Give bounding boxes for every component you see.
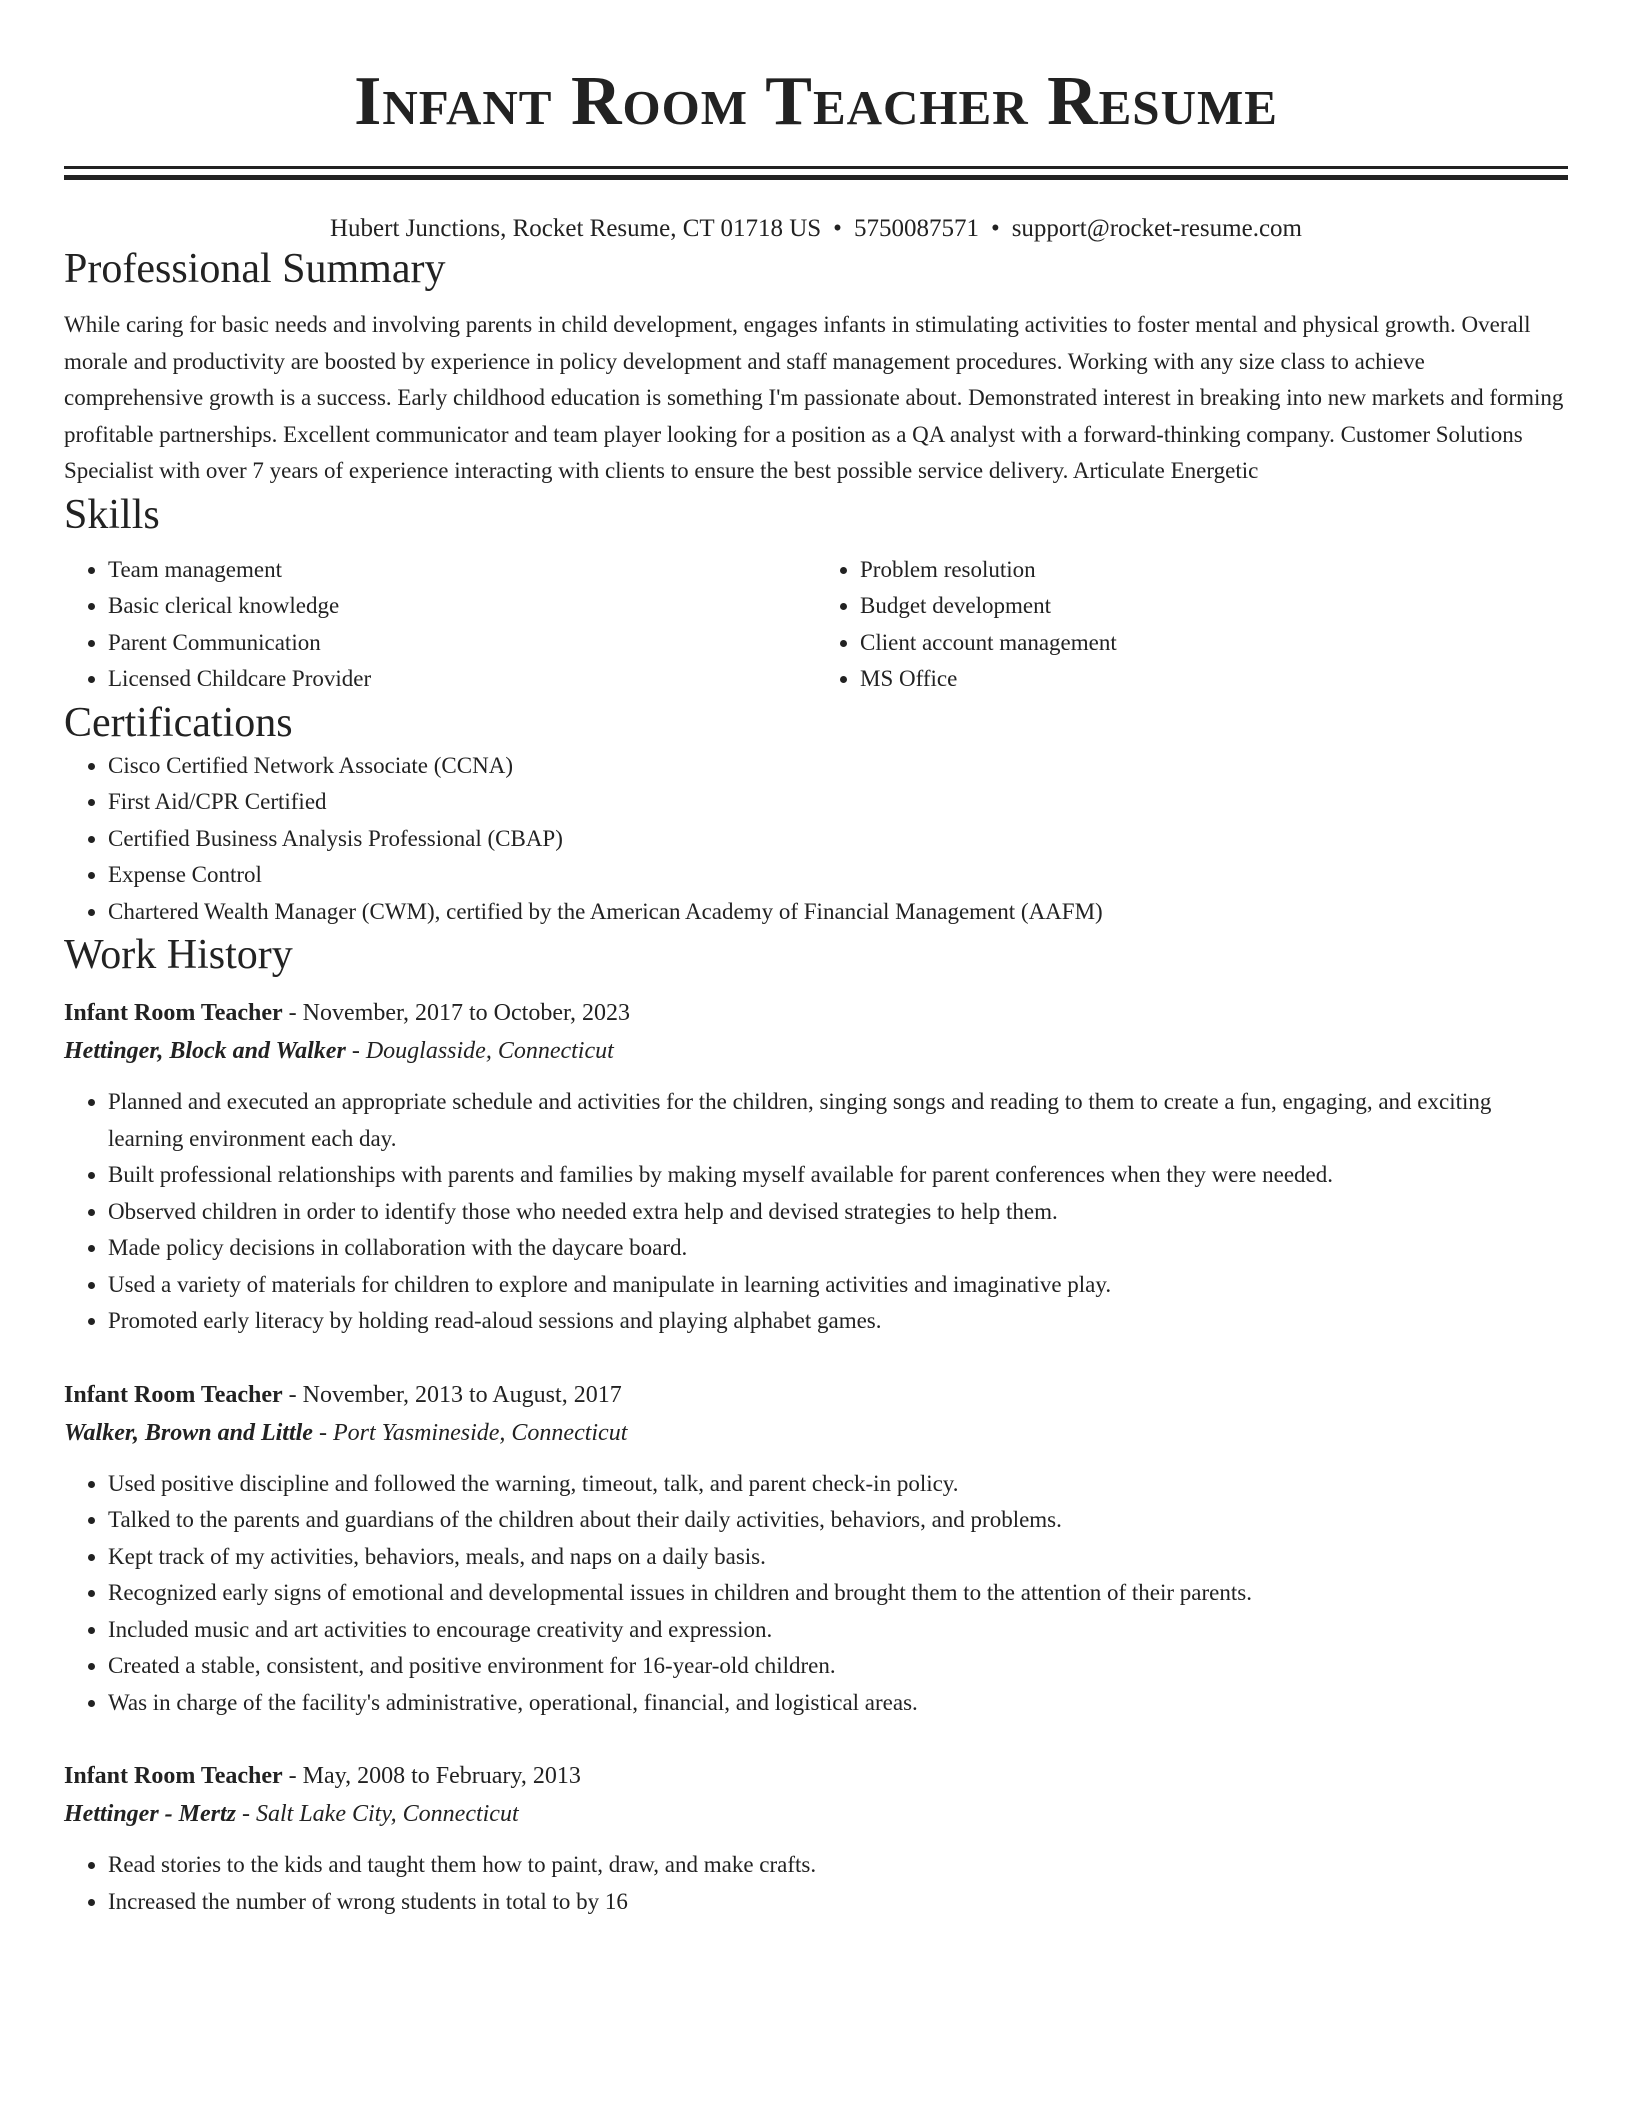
job-duty-item: • Read stories to the kids and taught them how to paint, draw, and make crafts. (108, 1847, 1568, 1884)
job-dash: - (236, 1801, 256, 1827)
certification-item: • Expense Control (108, 857, 1568, 894)
resume-page (64, 0, 1568, 1920)
job-company: Hettinger, Block and Walker (64, 1038, 346, 1064)
job-duty-item: • Included music and art activities to encourage creativity and expression. (108, 1612, 1568, 1649)
job-duty-item: • Planned and executed an appropriate schedule and activities for the children, singing songs and reading to them to create a fun, engaging, and exciting learning environment each day. (108, 1084, 1568, 1157)
job-duty-item: • Was in charge of the facility's administrative, operational, financial, and logistical areas. (108, 1685, 1568, 1722)
skill-item: • Client account management (860, 625, 1568, 662)
skill-item: • Problem resolution (860, 552, 1568, 589)
job-dates: November, 2013 to August, 2017 (302, 1381, 622, 1408)
job-dash: - (282, 1000, 303, 1026)
certification-item: • Certified Business Analysis Professional (CBAP) (108, 821, 1568, 858)
job-title: Infant Room Teacher (64, 1000, 283, 1026)
job-company-line (64, 1032, 1568, 1070)
job-entry (64, 1757, 1568, 1920)
certification-item: • Cisco Certified Network Associate (CCNA) (108, 748, 1568, 785)
job-duty-item: • Promoted early literacy by holding read-aloud sessions and playing alphabet games. (108, 1303, 1568, 1340)
job-dash: - (312, 1419, 333, 1446)
certification-item: • Chartered Wealth Manager (CWM), certified by the American Academy of Financial Management (AAFM) (108, 894, 1568, 931)
job-location: Douglasside, Connecticut (365, 1038, 614, 1064)
certification-item: • First Aid/CPR Certified (108, 784, 1568, 821)
contact-email: support@rocket-resume.com (1011, 215, 1302, 242)
job-dates: May, 2008 to February, 2013 (302, 1763, 581, 1789)
job-title-line (64, 1376, 1568, 1414)
contact-separator: • (990, 215, 1000, 242)
job-duty-item: • Recognized early signs of emotional and developmental issues in children and brought them to the attention of their parents. (108, 1575, 1568, 1612)
job-duty-item: • Created a stable, consistent, and positive environment for 16-year-old children. (108, 1648, 1568, 1685)
job-duty-item: • Talked to the parents and guardians of the children about their daily activities, behaviors, and problems. (108, 1502, 1568, 1539)
title-divider-top (64, 166, 1568, 169)
job-company-line (64, 1414, 1568, 1452)
certifications-list (64, 748, 1568, 931)
certifications-heading: Certifications (64, 699, 293, 746)
job-dash: - (282, 1381, 303, 1408)
job-duty-item: • Made policy decisions in collaboration with the daycare board. (108, 1230, 1568, 1267)
summary-text: While caring for basic needs and involving parents in child development, engages infants in stimulating activities to foster mental and physical growth. Overall morale and productivity are boosted by experience in policy development and staff management procedures. Working with any size class to achieve comprehensive growth is a success. Early childhood education is something I'm passionate about. Demonstrated interest in breaking into new markets and forming profitable partnerships. Excellent communicator and team player looking for a position as a QA analyst with a forward-thinking company. Customer Solutions Specialist with over 7 years of experience interacting with clients to ensure the best possible service delivery. Articulate Energetic (64, 312, 1564, 483)
job-duty-item: • Increased the number of wrong students in total to by 16 (108, 1884, 1568, 1921)
job-dates: November, 2017 to October, 2023 (302, 1000, 631, 1026)
skill-item: • Team management (108, 552, 816, 589)
job-location: Salt Lake City, Connecticut (256, 1801, 519, 1827)
job-entry (64, 994, 1568, 1340)
skill-item: • Licensed Childcare Provider (108, 661, 816, 698)
contact-address: Hubert Junctions, Rocket Resume, CT 01718 US (329, 215, 822, 242)
job-entry (64, 1376, 1568, 1722)
job-dash: - (345, 1038, 366, 1064)
skill-item: • MS Office (860, 661, 1568, 698)
job-duties-list (64, 1084, 1568, 1340)
job-duties-list (64, 1466, 1568, 1722)
skill-item: • Basic clerical knowledge (108, 588, 816, 625)
job-title: Infant Room Teacher (64, 1763, 283, 1789)
skills-columns (64, 552, 1568, 698)
skill-item: • Parent Communication (108, 625, 816, 662)
job-company-line (64, 1795, 1568, 1833)
contact-phone: 5750087571 (853, 215, 979, 242)
job-company: Hettinger - Mertz (64, 1801, 236, 1827)
work-history-heading: Work History (64, 932, 293, 978)
job-title: Infant Room Teacher (64, 1381, 283, 1408)
job-location: Port Yasmineside, Connecticut (332, 1419, 628, 1446)
job-dash: - (282, 1763, 303, 1789)
skills-list-left (64, 552, 816, 698)
skills-list-right (816, 552, 1568, 698)
job-duties-list (64, 1847, 1568, 1920)
skills-heading: Skills (64, 491, 160, 538)
job-title-line (64, 1757, 1568, 1795)
skill-item: • Budget development (860, 588, 1568, 625)
job-duty-item: • Used a variety of materials for children to explore and manipulate in learning activities and imaginative play. (108, 1267, 1568, 1304)
job-duty-item: • Built professional relationships with parents and families by making myself available for parent conferences when they were needed. (108, 1157, 1568, 1194)
job-duty-item: • Observed children in order to identify those who needed extra help and devised strategies to help them. (108, 1194, 1568, 1231)
contact-line (64, 214, 1568, 244)
job-company: Walker, Brown and Little (64, 1419, 313, 1446)
job-duty-item: • Kept track of my activities, behaviors, meals, and naps on a daily basis. (108, 1539, 1568, 1576)
resume-title: Infant Room Teacher Resume (354, 63, 1278, 140)
job-title-line (64, 994, 1568, 1032)
title-divider-bottom (64, 175, 1568, 180)
job-duty-item: • Used positive discipline and followed the warning, timeout, talk, and parent check-in policy. (108, 1466, 1568, 1503)
summary-heading: Professional Summary (64, 246, 446, 292)
contact-separator: • (833, 215, 842, 242)
